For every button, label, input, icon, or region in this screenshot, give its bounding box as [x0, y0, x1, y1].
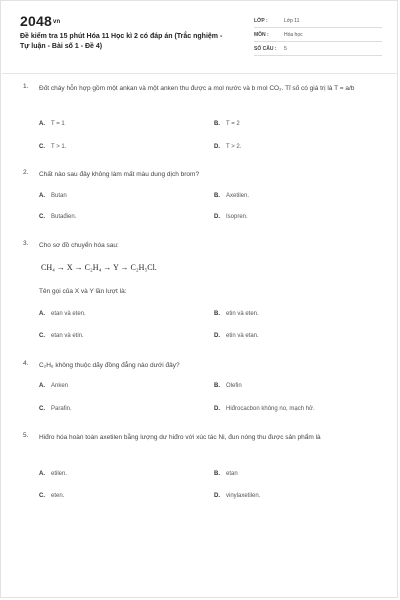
option-text: Isopren.	[226, 214, 248, 220]
option-text: Olefin	[226, 383, 242, 389]
question-3	[23, 240, 379, 254]
question-1	[23, 83, 379, 153]
option-text: etin và eten.	[226, 311, 259, 317]
option-letter: A.	[39, 471, 45, 477]
option-letter: C.	[39, 333, 45, 339]
option-text: Butan	[51, 193, 67, 199]
option-text: eten.	[51, 493, 65, 499]
question-4-option-a[interactable]	[39, 383, 68, 389]
question-number: 4.	[23, 360, 29, 367]
option-text: T = 2	[226, 121, 240, 127]
option-text: Hiđrocacbon không no, mạch hở.	[226, 406, 315, 412]
option-letter: D.	[214, 406, 220, 412]
option-letter: B.	[214, 383, 220, 389]
option-text: T = 1	[51, 121, 65, 127]
question-2-option-b[interactable]	[214, 193, 249, 199]
option-text: T > 2.	[226, 144, 242, 150]
worksheet-title: Đề kiểm tra 15 phút Hóa 11 Học kì 2 có đáp án (Trắc nghiệm - Tự luận - Bài số 1 - Đề 4)	[20, 33, 223, 50]
question-1-option-c[interactable]	[39, 144, 66, 150]
worksheet-header	[1, 1, 399, 71]
question-4-option-c[interactable]	[39, 406, 72, 412]
option-text: etan và etin.	[51, 333, 84, 339]
question-5	[23, 432, 379, 456]
option-text: T > 1.	[51, 144, 67, 150]
question-number: 3.	[23, 240, 29, 247]
question-4	[23, 360, 379, 374]
option-text: etilen.	[51, 471, 68, 477]
option-letter: B.	[214, 193, 220, 199]
option-letter: D.	[214, 144, 220, 150]
question-number: 5.	[23, 432, 29, 439]
option-letter: D.	[214, 214, 220, 220]
option-letter: B.	[214, 311, 220, 317]
question-text: Hiđro hóa hoàn toàn axetilen bằng lượng dư hiđro với xúc tác Ni, đun nóng thu được sản phẩm là	[39, 434, 321, 441]
question-3-option-c[interactable]	[39, 333, 84, 339]
option-letter: C.	[39, 144, 45, 150]
question-3-subtext: Tên gọi của X và Y lần lượt là:	[39, 288, 127, 295]
meta-count-value: 5	[284, 46, 287, 52]
option-letter: C.	[39, 493, 45, 499]
option-letter: B.	[214, 121, 220, 127]
site-logo[interactable]	[20, 13, 60, 29]
meta-count-row	[254, 45, 382, 56]
question-text: Chất nào sau đây không làm mất màu dung dịch brom?	[39, 171, 200, 178]
meta-subject-label: MÔN :	[254, 32, 269, 38]
question-number: 1.	[23, 83, 29, 90]
option-text: Butađien.	[51, 214, 77, 220]
question-2-option-a[interactable]	[39, 193, 67, 199]
option-letter: C.	[39, 406, 45, 412]
question-5-option-b[interactable]	[214, 471, 238, 477]
question-2-option-c[interactable]	[39, 214, 76, 220]
option-letter: D.	[214, 333, 220, 339]
logo-text: 2048	[20, 13, 52, 29]
question-text: C₂H₆ không thuộc dãy đồng đẳng nào dưới đây?	[39, 362, 180, 369]
option-letter: A.	[39, 311, 45, 317]
meta-count-label: SỐ CÂU :	[254, 46, 277, 52]
question-2	[23, 169, 379, 183]
question-5-option-d[interactable]	[214, 493, 260, 499]
question-text: Đốt cháy hỗn hợp gồm một ankan và một anken thu được a mol nước và b mol CO₂. Tỉ số có giá trị là T = a/b	[39, 85, 355, 92]
header-divider	[2, 73, 398, 74]
meta-subject-row	[254, 31, 382, 42]
question-2-option-d[interactable]	[214, 214, 248, 220]
option-text: Parafin.	[51, 406, 72, 412]
question-5-option-c[interactable]	[39, 493, 64, 499]
option-letter: B.	[214, 471, 220, 477]
question-1-option-b[interactable]	[214, 121, 240, 127]
option-text: etan	[226, 471, 238, 477]
question-3-option-d[interactable]	[214, 333, 259, 339]
option-text: Anken	[51, 383, 69, 389]
option-text: vinylaxetilen.	[226, 493, 261, 499]
question-text: Cho sơ đồ chuyển hóa sau:	[39, 242, 119, 249]
question-3-option-a[interactable]	[39, 311, 86, 317]
question-3-option-b[interactable]	[214, 311, 259, 317]
question-4-option-b[interactable]	[214, 383, 242, 389]
option-letter: A.	[39, 121, 45, 127]
meta-class-row	[254, 17, 382, 28]
option-letter: A.	[39, 383, 45, 389]
question-1-option-d[interactable]	[214, 144, 241, 150]
option-letter: D.	[214, 493, 220, 499]
question-1-option-a[interactable]	[39, 121, 65, 127]
logo-suffix: vn	[52, 19, 61, 26]
question-number: 2.	[23, 169, 29, 176]
option-text: etan và eten.	[51, 311, 86, 317]
meta-class-label: LỚP :	[254, 18, 268, 24]
meta-class-value: Lớp 11	[284, 18, 300, 24]
meta-subject-value: Hóa học	[284, 32, 303, 38]
question-4-option-d[interactable]	[214, 406, 315, 412]
option-letter: C.	[39, 214, 45, 220]
option-letter: A.	[39, 193, 45, 199]
conversion-formula: CH₄ → X → C₂H₄ → Y → C₂H₅Cl.	[41, 263, 157, 272]
option-text: etin và etan.	[226, 333, 259, 339]
question-5-option-a[interactable]	[39, 471, 67, 477]
option-text: Axetilen.	[226, 193, 250, 199]
